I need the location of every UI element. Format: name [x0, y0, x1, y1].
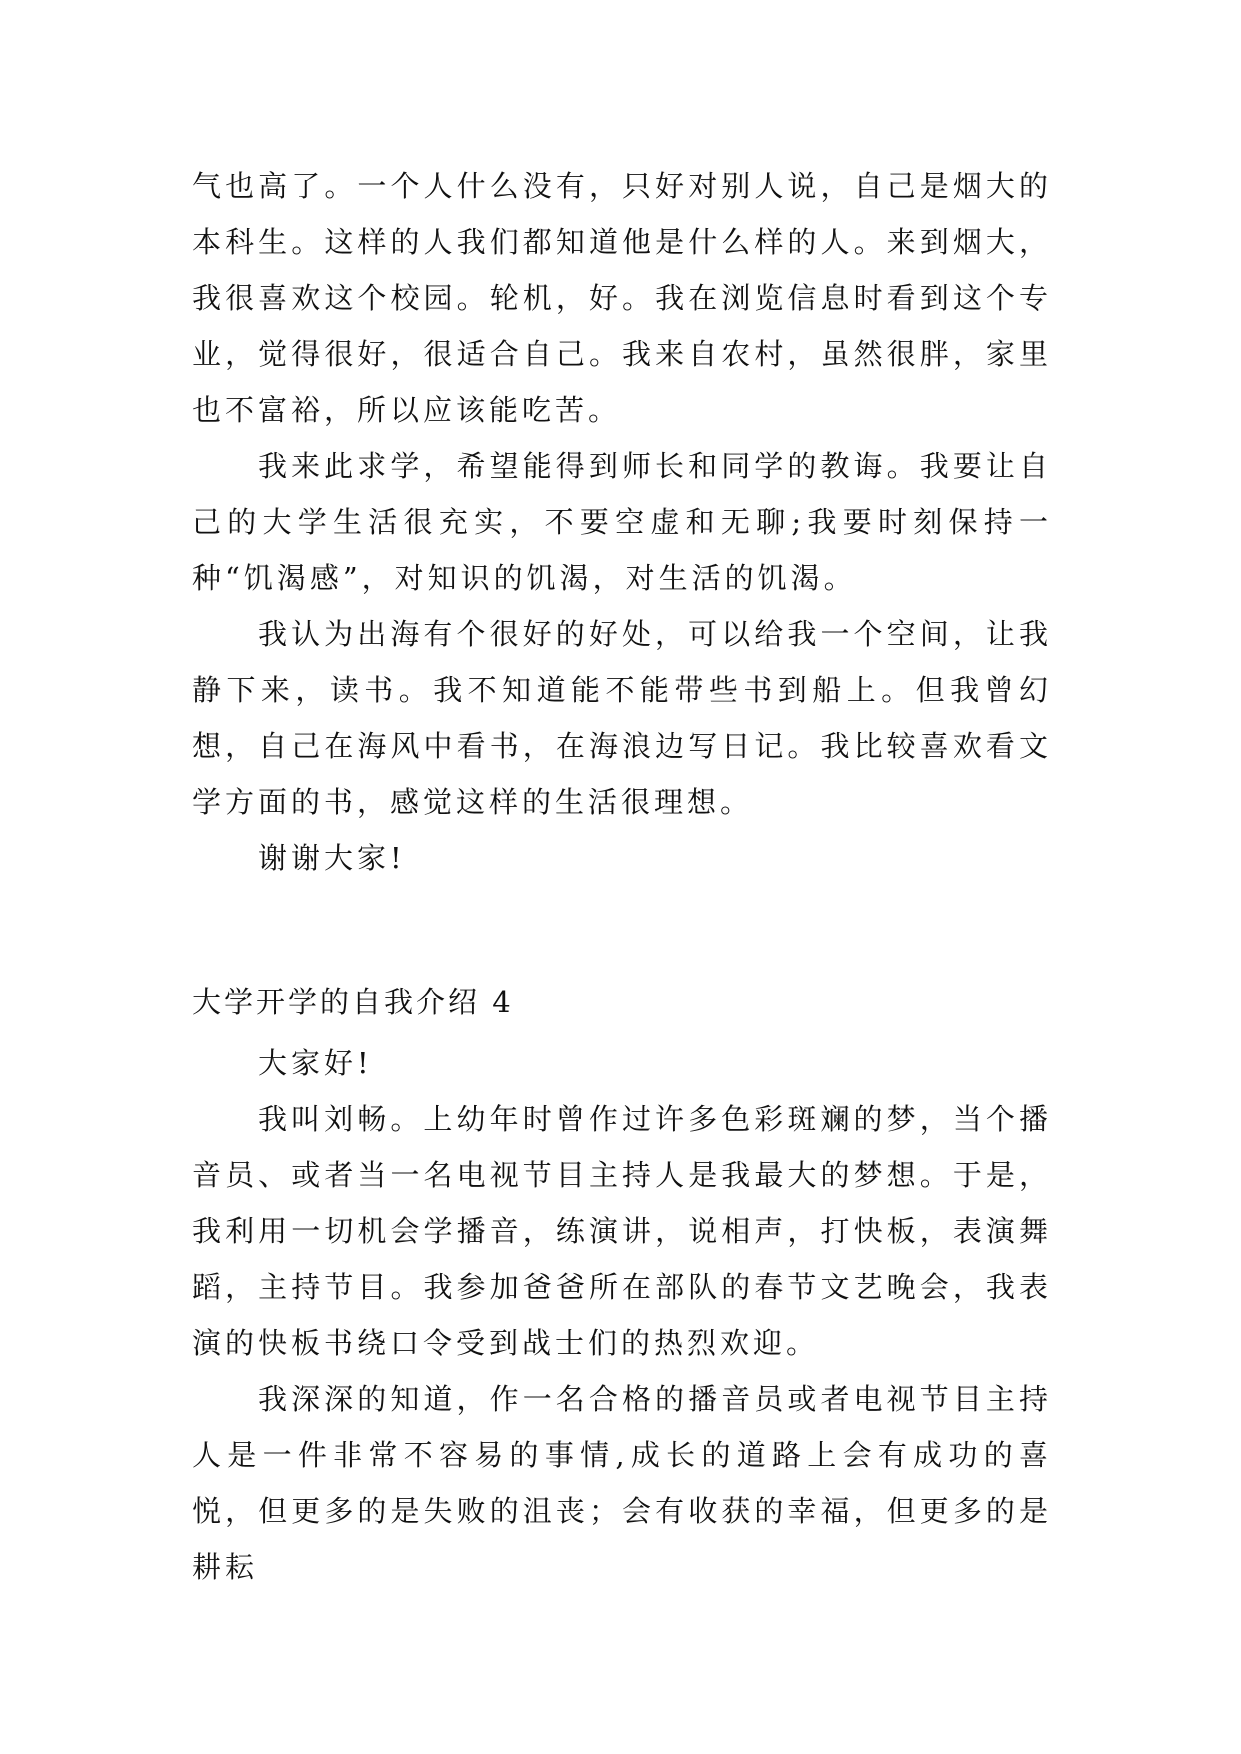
section-a-body	[192, 158, 1052, 886]
section-heading: 大学开学的自我介绍 4	[192, 985, 514, 1019]
closing-line: 谢谢大家!	[258, 841, 406, 875]
greeting-line: 大家好!	[258, 1046, 373, 1080]
paragraph: 我叫刘畅。上幼年时曾作过许多色彩斑斓的梦，当个播音员、或者当一名电视节目主持人是我最大的梦想。于是，我利用一切机会学播音，练演讲，说相声，打快板，表演舞蹈，主持节目。我参加爸爸所在部队的春节文艺晚会，我表演的快板书绕口令受到战士们的热烈欢迎。	[192, 1102, 1052, 1360]
paragraph: 我来此求学，希望能得到师长和同学的教诲。我要让自己的大学生活很充实，不要空虚和无聊;我要时刻保持一种“饥渴感”，对知识的饥渴，对生活的饥渴。	[192, 449, 1052, 595]
section-b-body	[192, 1035, 1052, 1595]
paragraph-continuation: 气也高了。一个人什么没有，只好对别人说，自己是烟大的本科生。这样的人我们都知道他是什么样的人。来到烟大，我很喜欢这个校园。轮机，好。我在浏览信息时看到这个专业，觉得很好，很适合自己。我来自农村，虽然很胖，家里也不富裕，所以应该能吃苦。	[192, 169, 1052, 427]
paragraph: 我认为出海有个很好的好处，可以给我一个空间，让我静下来，读书。我不知道能不能带些书到船上。但我曾幻想，自己在海风中看书，在海浪边写日记。我比较喜欢看文学方面的书，感觉这样的生活很理想。	[192, 617, 1052, 819]
paragraph: 我深深的知道，作一名合格的播音员或者电视节目主持人是一件非常不容易的事情,成长的道路上会有成功的喜悦，但更多的是失败的沮丧；会有收获的幸福，但更多的是耕耘	[192, 1382, 1052, 1584]
